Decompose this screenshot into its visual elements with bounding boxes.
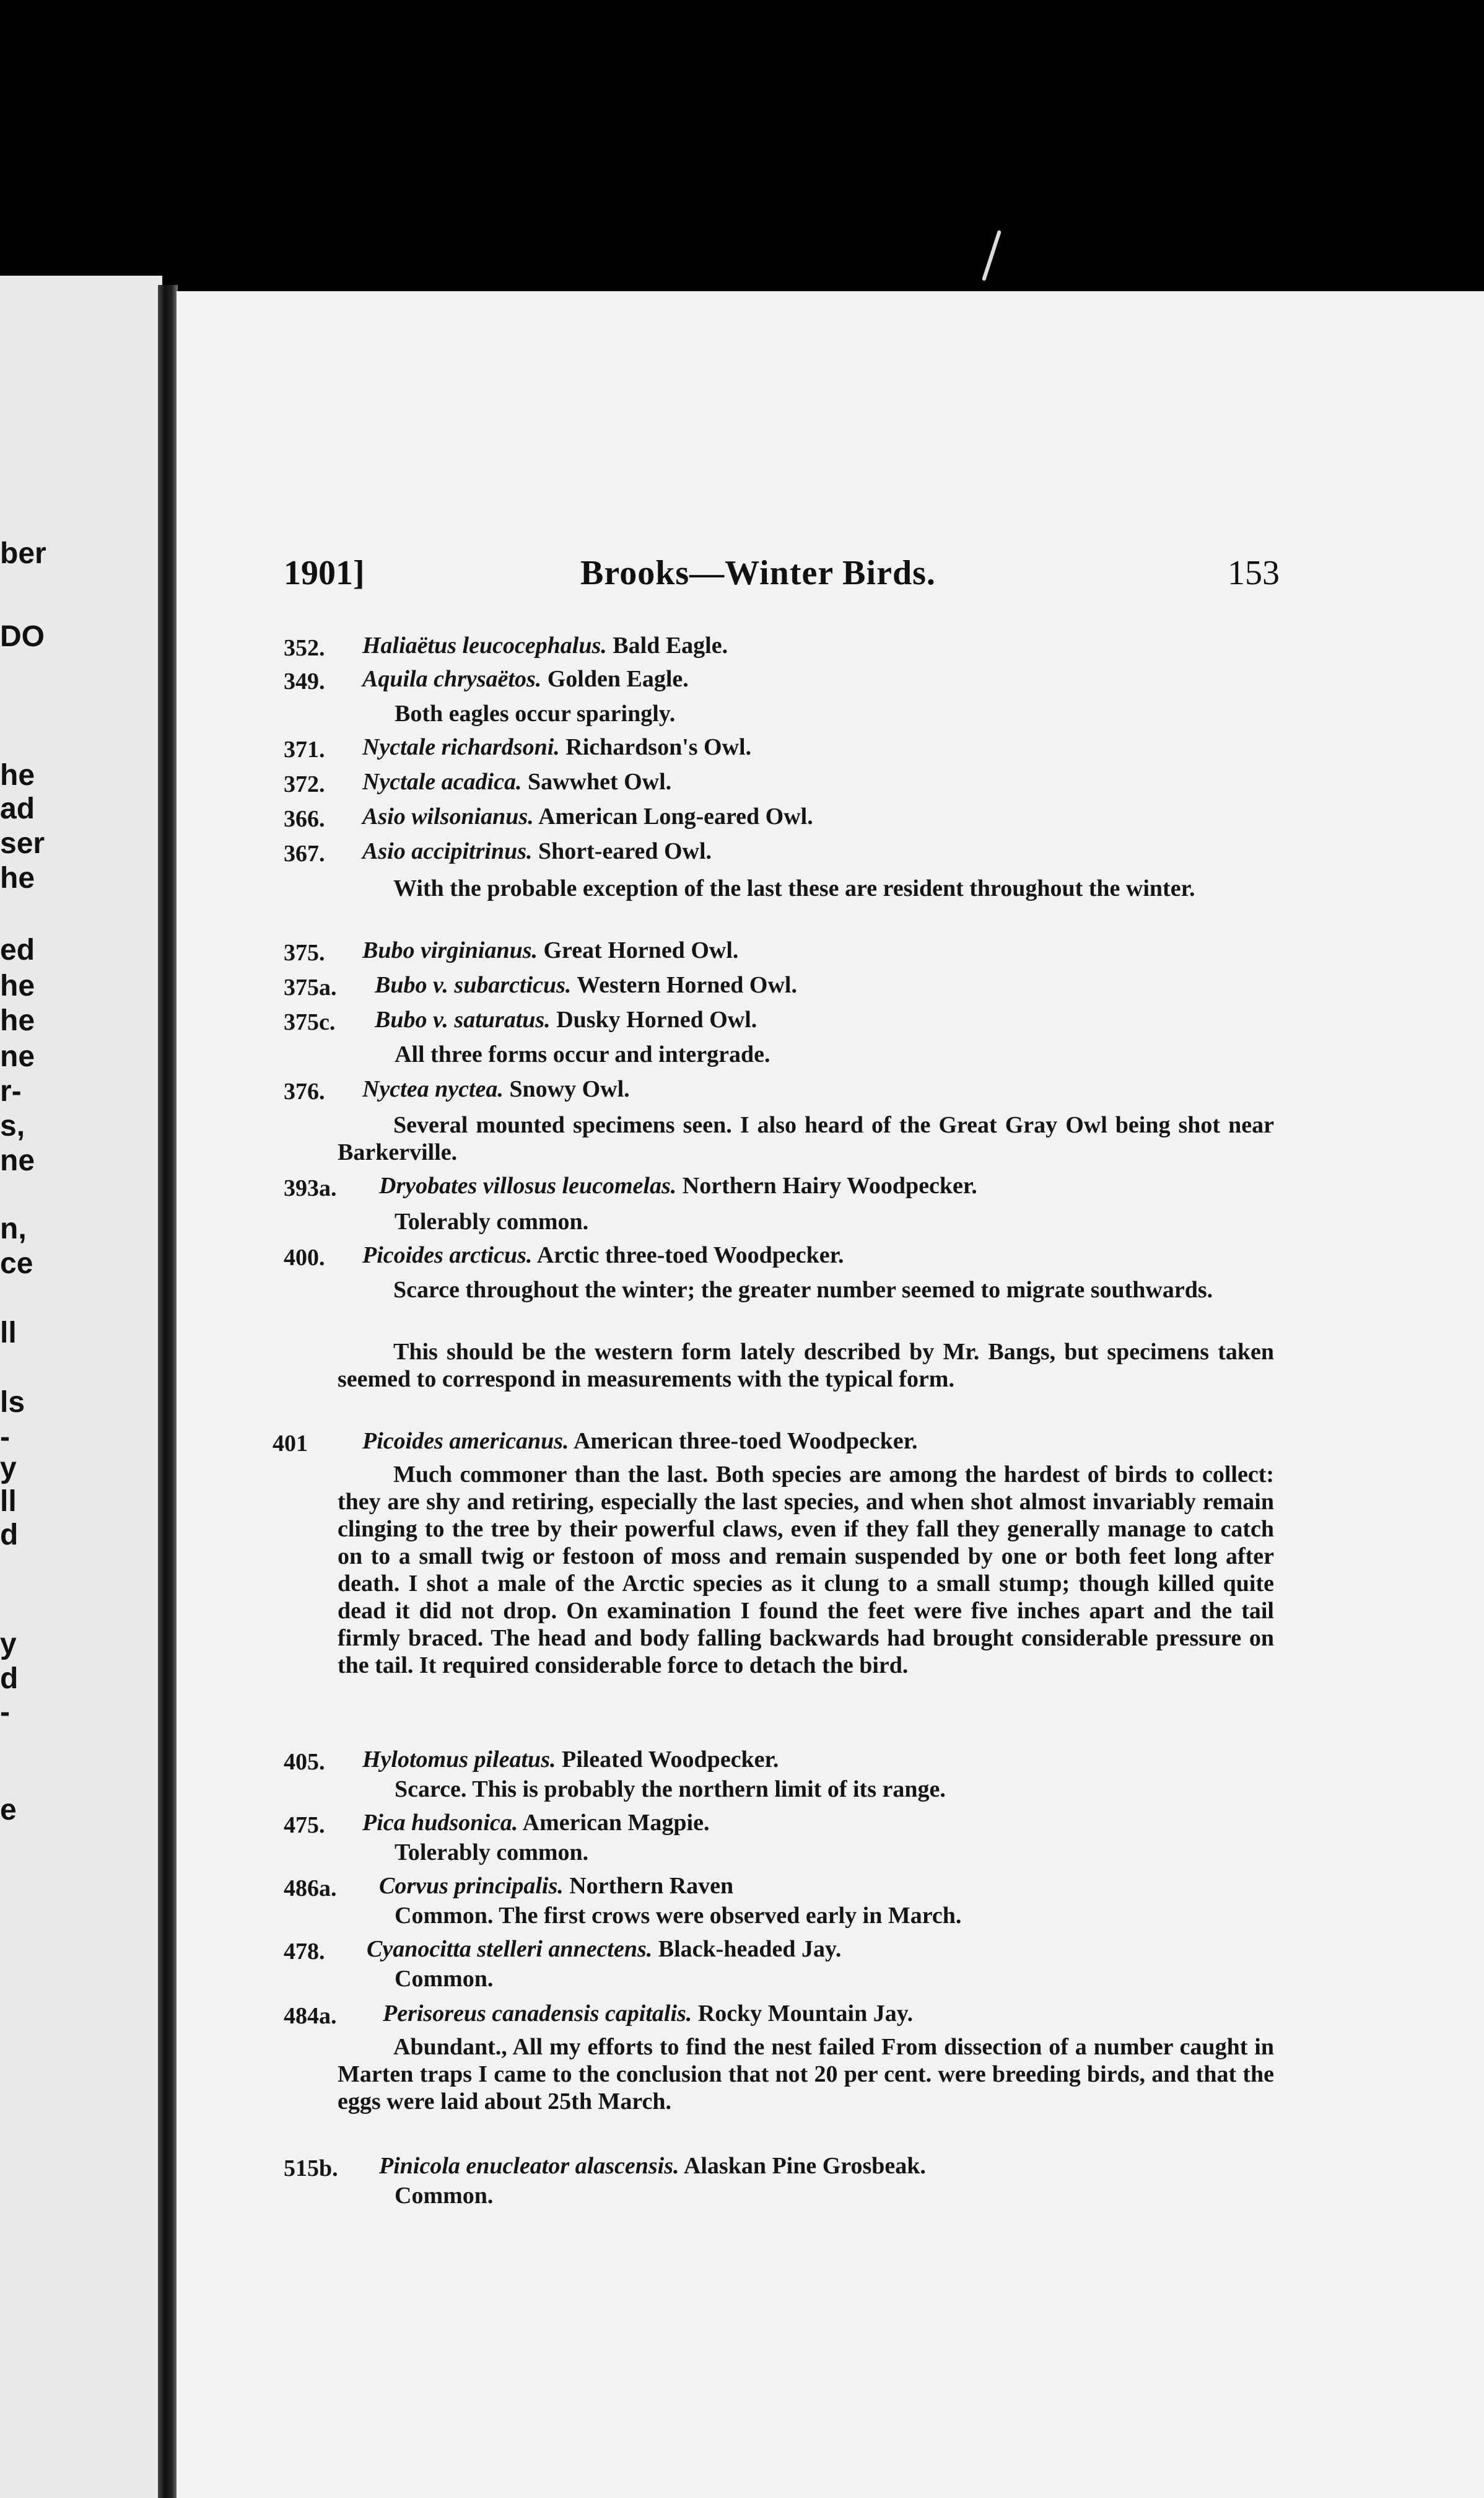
- species-entry: Picoides arcticus. Arctic three-toed Woodpecker.: [362, 1242, 844, 1268]
- left-fragment: ed: [0, 934, 35, 966]
- species-note: With the probable exception of the last these are resident throughout the winter.: [393, 875, 1195, 901]
- species-entry: Perisoreus canadensis capitalis. Rocky Mountain Jay.: [383, 2001, 914, 2027]
- species-note: Scarce throughout the winter; the greater number seemed to migrate southwards.: [393, 1277, 1213, 1303]
- species-note: Common.: [395, 2183, 494, 2209]
- species-number: 375.: [284, 940, 325, 966]
- species-number: 484a.: [284, 2003, 337, 2029]
- left-fragment: ber: [0, 537, 46, 570]
- species-number: 475.: [284, 1812, 325, 1838]
- species-note: Tolerably common.: [395, 1839, 589, 1865]
- left-fragment: y: [0, 1628, 17, 1660]
- species-note: All three forms occur and intergrade.: [395, 1041, 770, 1067]
- left-fragment: y: [0, 1452, 17, 1484]
- left-fragment: he: [0, 970, 35, 1002]
- species-entry: Asio accipitrinus. Short-eared Owl.: [362, 838, 712, 864]
- species-entry: Cyanocitta stelleri annectens. Black-headed Jay.: [367, 1936, 842, 1962]
- species-entry: Asio wilsonianus. American Long-eared Owl.: [362, 804, 813, 830]
- species-note: Common.: [395, 1966, 494, 1992]
- species-number: 405.: [284, 1749, 325, 1775]
- species-number: 393a.: [284, 1175, 337, 1201]
- species-entry: Picoides americanus. American three-toed Woodpecker.: [362, 1428, 918, 1454]
- species-number: 349.: [284, 668, 325, 695]
- species-number: 478.: [284, 1939, 325, 1965]
- left-fragment: ll: [0, 1485, 17, 1518]
- species-entry: Pica hudsonica. American Magpie.: [362, 1810, 710, 1836]
- species-entry: Nyctale acadica. Sawwhet Owl.: [362, 769, 672, 795]
- left-fragment: -: [0, 1696, 10, 1729]
- species-note: Abundant., All my efforts to find the nest failed From dissection of a number caught in Marten traps I came to the conclusion that not 20 per cent. were breeding birds, and that the eggs were laid about 25th March.: [338, 2034, 1274, 2115]
- running-title: Brooks—Winter Birds.: [580, 554, 936, 592]
- species-number: 400.: [284, 1245, 325, 1271]
- left-fragment: he: [0, 759, 35, 792]
- species-number: 352.: [284, 635, 325, 661]
- species-entry: Haliaëtus leucocephalus. Bald Eagle.: [362, 633, 728, 659]
- species-number: 372.: [284, 771, 325, 797]
- species-note: Tolerably common.: [395, 1209, 589, 1235]
- species-number: 486a.: [284, 1875, 337, 1901]
- species-entry: Nyctea nyctea. Snowy Owl.: [362, 1076, 630, 1102]
- species-note: Both eagles occur sparingly.: [395, 701, 676, 727]
- left-fragment: ad: [0, 792, 35, 825]
- left-fragment: ls: [0, 1386, 25, 1419]
- species-number: 376.: [284, 1079, 325, 1105]
- species-number: 367.: [284, 841, 325, 867]
- scan-mark: [982, 230, 1002, 281]
- left-fragment: ce: [0, 1247, 33, 1280]
- species-entry: Corvus principalis. Northern Raven: [379, 1873, 734, 1899]
- left-fragment: DO: [0, 620, 45, 653]
- species-note: Common. The first crows were observed early in March.: [395, 1903, 962, 1929]
- left-fragment: he: [0, 862, 35, 895]
- left-fragment: -: [0, 1421, 10, 1453]
- species-note: This should be the western form lately described by Mr. Bangs, but specimens taken seemed to correspond in measurements with the typical form.: [338, 1339, 1274, 1392]
- species-entry: Hylotomus pileatus. Pileated Woodpecker.: [362, 1746, 779, 1773]
- left-fragment: d: [0, 1519, 19, 1551]
- species-entry: Aquila chrysaëtos. Golden Eagle.: [362, 666, 689, 692]
- left-fragment: d: [0, 1662, 19, 1695]
- species-entry: Bubo v. subarcticus. Western Horned Owl.: [375, 972, 797, 998]
- species-note: Much commoner than the last. Both species are among the hardest of birds to collect: they are shy and retiring, especially the last species, and when shot almost invariably remain clinging to the tree by their powerful claws, even if they fall they generally manage to catch on to a small twig or festoon of moss and remain suspended by one or both feet long after death. I shot a male of the Arctic species as it clung to a small stump; though killed quite dead it did not drop. On examination I found the feet were five inches apart and the tail firmly braced. The head and body falling backwards had brought considerable pressure on the tail. It required considerable force to detach the bird.: [338, 1462, 1274, 1678]
- header-year: 1901]: [284, 554, 365, 592]
- species-number: 371.: [284, 737, 325, 763]
- left-fragment: e: [0, 1794, 17, 1826]
- species-number: 366.: [284, 806, 325, 832]
- species-number: 401: [273, 1431, 308, 1457]
- left-fragment: r-: [0, 1075, 22, 1108]
- species-entry: Dryobates villosus leucomelas. Northern Hairy Woodpecker.: [379, 1173, 977, 1199]
- species-entry: Bubo v. saturatus. Dusky Horned Owl.: [375, 1007, 757, 1033]
- left-fragment: ll: [0, 1317, 17, 1349]
- page-number: 153: [1228, 554, 1280, 592]
- species-number: 515b.: [284, 2155, 338, 2181]
- left-fragment: ne: [0, 1144, 35, 1177]
- left-fragment: ser: [0, 827, 45, 860]
- species-entry: Nyctale richardsoni. Richardson's Owl.: [362, 734, 752, 760]
- species-number: 375a.: [284, 975, 337, 1001]
- book-gutter: [158, 285, 178, 2498]
- species-entry: Bubo virginianus. Great Horned Owl.: [362, 937, 739, 963]
- left-fragment: he: [0, 1004, 35, 1037]
- species-note: Several mounted specimens seen. I also heard of the Great Gray Owl being shot near Barkerville.: [338, 1112, 1274, 1165]
- left-fragment: s,: [0, 1110, 25, 1142]
- species-entry: Pinicola enucleator alascensis. Alaskan Pine Grosbeak.: [379, 2153, 926, 2179]
- species-number: 375c.: [284, 1009, 336, 1035]
- left-fragment: n,: [0, 1212, 27, 1245]
- left-fragment: ne: [0, 1040, 35, 1073]
- species-note: Scarce. This is probably the northern limit of its range.: [395, 1776, 946, 1802]
